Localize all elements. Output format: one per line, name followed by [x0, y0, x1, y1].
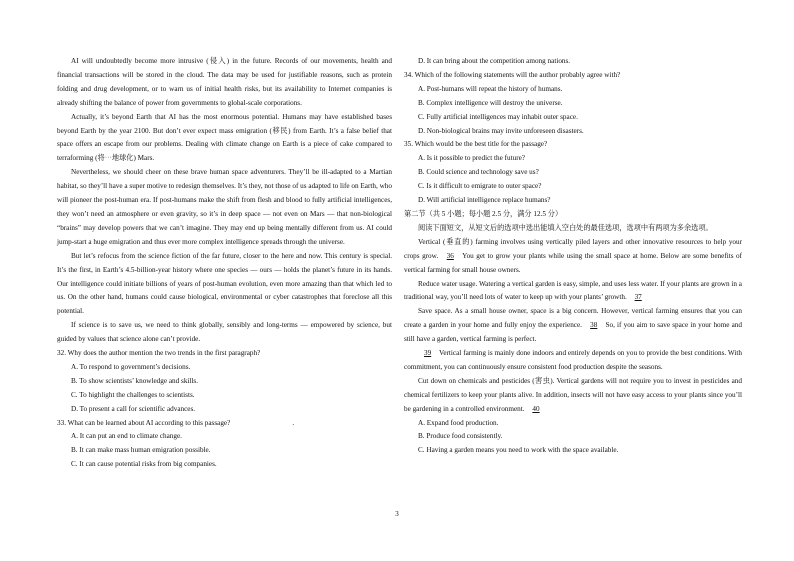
passage-paragraph: AI will undoubtedly become more intrusive (侵入) in the future. Records of our movements, health and financial transactions will be stored in the cloud. The data may be used for justifiable reasons, such as protein folding and drug development, or to warn us of initial health risks, but its availability to Internet companies is already shifting the balance of power from governments to global-scale corporations. [57, 57, 392, 107]
blank-39: 39 [424, 349, 432, 358]
question-35-stem: 35. Which would be the best title for the passage? [404, 140, 548, 149]
q34-option-d: D. Non-biological brains may invite unforeseen disasters. [418, 126, 584, 135]
q34-option-b: B. Complex intelligence will destroy the universe. [418, 98, 563, 107]
q35-option-c: C. Is it difficult to emigrate to outer space? [418, 182, 542, 191]
q33-option-c: C. It can cause potential risks from big companies. [71, 460, 217, 469]
q35-option-d: D. Will artificial intelligence replace humans? [418, 196, 551, 205]
question-34-stem: 34. Which of the following statements will the author probably agree with? [404, 70, 621, 79]
right-column [404, 55, 742, 458]
cloze-paragraph-3: Save space. As a small house owner, space is a big concern. However, vertical farming ensures that you can create a garden in your home and fully enjoy the experience. 38 So, if you aim to save space in your home and still have a garden, vertical farming is perfect. [404, 307, 742, 344]
passage-paragraph: Actually, it’s beyond Earth that AI has the most enormous potential. Humans may have established bases beyond Earth by the year 2100. But don’t ever expect mass emigration (移民) from Earth. It’s a false belief that space offers an escape from our problems. Dealing with climate change on Earth is a piece of cake compared to terraforming (将⋯地球化) Mars. [57, 112, 392, 163]
cloze-paragraph-4: 39 Vertical farming is mainly done indoors and entirely depends on you to provide the best conditions. With commitment, you can continuously ensure consistent food production despite the seasons. [404, 349, 743, 371]
q32-option-d: D. To present a call for scientific advances. [71, 404, 196, 413]
question-33-stem: 33. What can be learned about AI according to this passage? . [57, 418, 295, 427]
q35-option-a: A. Is it possible to predict the future? [418, 154, 525, 163]
section-2-instruction: 阅读下面短文，从短文后的选项中选出能填入空白处的最佳选项，选项中有两项为多余选项。 [418, 223, 713, 232]
q34-option-a: A. Post-humans will repeat the history of humans. [418, 84, 563, 93]
q32-option-a: A. To respond to government’s decisions. [71, 362, 191, 371]
blank-37: 37 [634, 293, 642, 302]
cloze-paragraph-1: Vertical (垂直的) farming involves using vertically piled layers and other innovative resources to help your crops grow. 36 You get to grow your plants while using the small space at home. Below are some benefits of vertical farming for small house owners. [404, 237, 742, 274]
q33-option-d: D. It can bring about the competition among nations. [418, 57, 571, 65]
q33-option-b: B. It can make mass human emigration possible. [71, 446, 211, 455]
cloze-option-c: C. Having a garden means you need to work with the space available. [418, 446, 619, 455]
q34-option-c: C. Fully artificial intelligences may inhabit outer space. [418, 112, 578, 121]
cloze-option-a: A. Expand food production. [418, 418, 499, 427]
passage-paragraph: If science is to save us, we need to think globally, sensibly and long-terms — empowered by science, but guided by values that science alone can’t provide. [57, 321, 392, 344]
passage-paragraph: But let’s refocus from the science fiction of the far future, closer to the here and now. This century is special. It’s the first, in Earth’s 4.5-billion-year history where one species — ours — holds the planet’s future in its hands. Our intelligence could initiate billions of years of post-human evolution, even more amazing than that which led to us. On the other hand, humans could cause biological, environmental or cyber catastrophes that foreclose all this potential. [57, 251, 392, 316]
page-number: 3 [395, 510, 399, 518]
question-32-stem: 32. Why does the author mention the two trends in the first paragraph? [57, 349, 261, 358]
cloze-paragraph-5: Cut down on chemicals and pesticides (害虫). Vertical gardens will not require you to invest in pesticides and chemical fertilizers to keep your plants alive. In addition, insects will not have easy access to your plants since you’ll be gardening in a controlled environment. 40 [404, 376, 742, 413]
blank-36: 36 [446, 251, 454, 260]
blank-38: 38 [590, 321, 598, 330]
q33-option-a: A. It can put an end to climate change. [71, 432, 182, 441]
left-column [57, 55, 392, 472]
cloze-paragraph-2: Reduce water usage. Watering a vertical garden is easy, simple, and uses less water. If your plants are grown in a traditional way, you’ll need lots of water to keep up with your plants’ growth. 37 [404, 279, 742, 302]
section-2-heading: 第二节（共 5 小题；每小题 2.5 分，满分 12.5 分） [404, 209, 563, 218]
cloze-option-b: B. Produce food consistently. [418, 432, 503, 441]
q35-option-b: B. Could science and technology save us? [418, 168, 539, 177]
blank-40: 40 [532, 404, 540, 413]
q32-option-b: B. To show scientists’ knowledge and skills. [71, 376, 199, 385]
q32-option-c: C. To highlight the challenges to scientists. [71, 390, 195, 399]
passage-paragraph: Nevertheless, we should cheer on these brave human space adventurers. They’ll be ill-adapted to a Martian habitat, so they’ll have a super motive to redesign themselves. It’s they, not those of us adapted to life on Earth, who will pioneer the post-human era. If post-humans make the shift from flesh and blood to fully artificial intelligences, they won’t need an atmosphere or even gravity, so it’s in deep space — not even on Mars — that non-biological “brains” may develop powers that we can’t imagine. They may end up being mentally different from us. AI could jump-start a huge emigration and thus ever more complex intelligence spreads through the universe. [57, 168, 392, 246]
